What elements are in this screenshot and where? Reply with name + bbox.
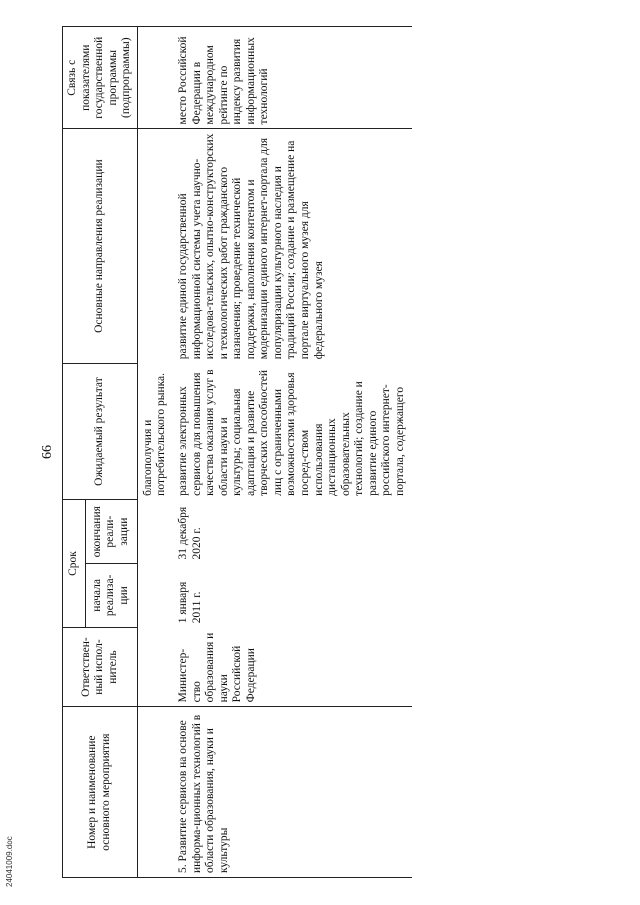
document-code: 24041009.doc [5,836,14,887]
continuation-result: благополучия и потребительского рынка. [141,372,168,496]
header-term-start: начала реализа-ции [85,564,137,628]
row-name-cell [173,707,412,878]
continuation-row [137,27,173,878]
row-executor: Министер-ство образования и науки Российской Федерации [176,632,257,703]
row-end: 31 декабря 2020 г. [176,506,203,560]
row-name: Развитие сервисов на основе информа-ционных технологий в области образования, науки и культуры [176,714,230,873]
page-number: 66 [40,445,55,459]
header-term: Срок [63,500,86,627]
program-table [62,26,412,878]
rotated-landscape-page [40,22,600,882]
header-row [63,27,86,878]
table-row [173,27,412,878]
header-term-end: окончания реали-зации [85,500,137,564]
row-result: развитие электронных сервисов для повышения качества оказания услуг в области науки и культуры; социальная адаптация и развитие творческих способностей лиц с ограниченными возможностями здоровья посред-ством использования дистанционных образовательных технологий; создание и развитие единого российского интернет-портала, содержащего [176,369,406,496]
row-directions: развитие единой государственной информационной системы учета научно-исследова-тельских, опытно-конструкторских и технологических работ гражданского назначения; проведение технической поддержки, наполнения контентом и модернизации единого интернет-портала для популяризации культурного наследия и традиций России; создание и размещение на портале виртуального музея для федерального музея [176,133,325,360]
row-link: место Российской Федерации в международном рейтинге по индексу развития информационных технологий [173,27,412,129]
header-link: Связь с показателями государственной программы (подпрограммы) [63,27,138,129]
header-executor: Ответствен-ный испол-нитель [63,627,138,707]
header-result: Ожидаемый результат [63,363,138,500]
header-directions: Основные направления реализации [63,129,138,363]
row-start: 1 января 2011 г. [176,581,203,624]
row-number: 5. [176,864,189,873]
header-name: Номер и наименование основного мероприятия [63,707,138,878]
